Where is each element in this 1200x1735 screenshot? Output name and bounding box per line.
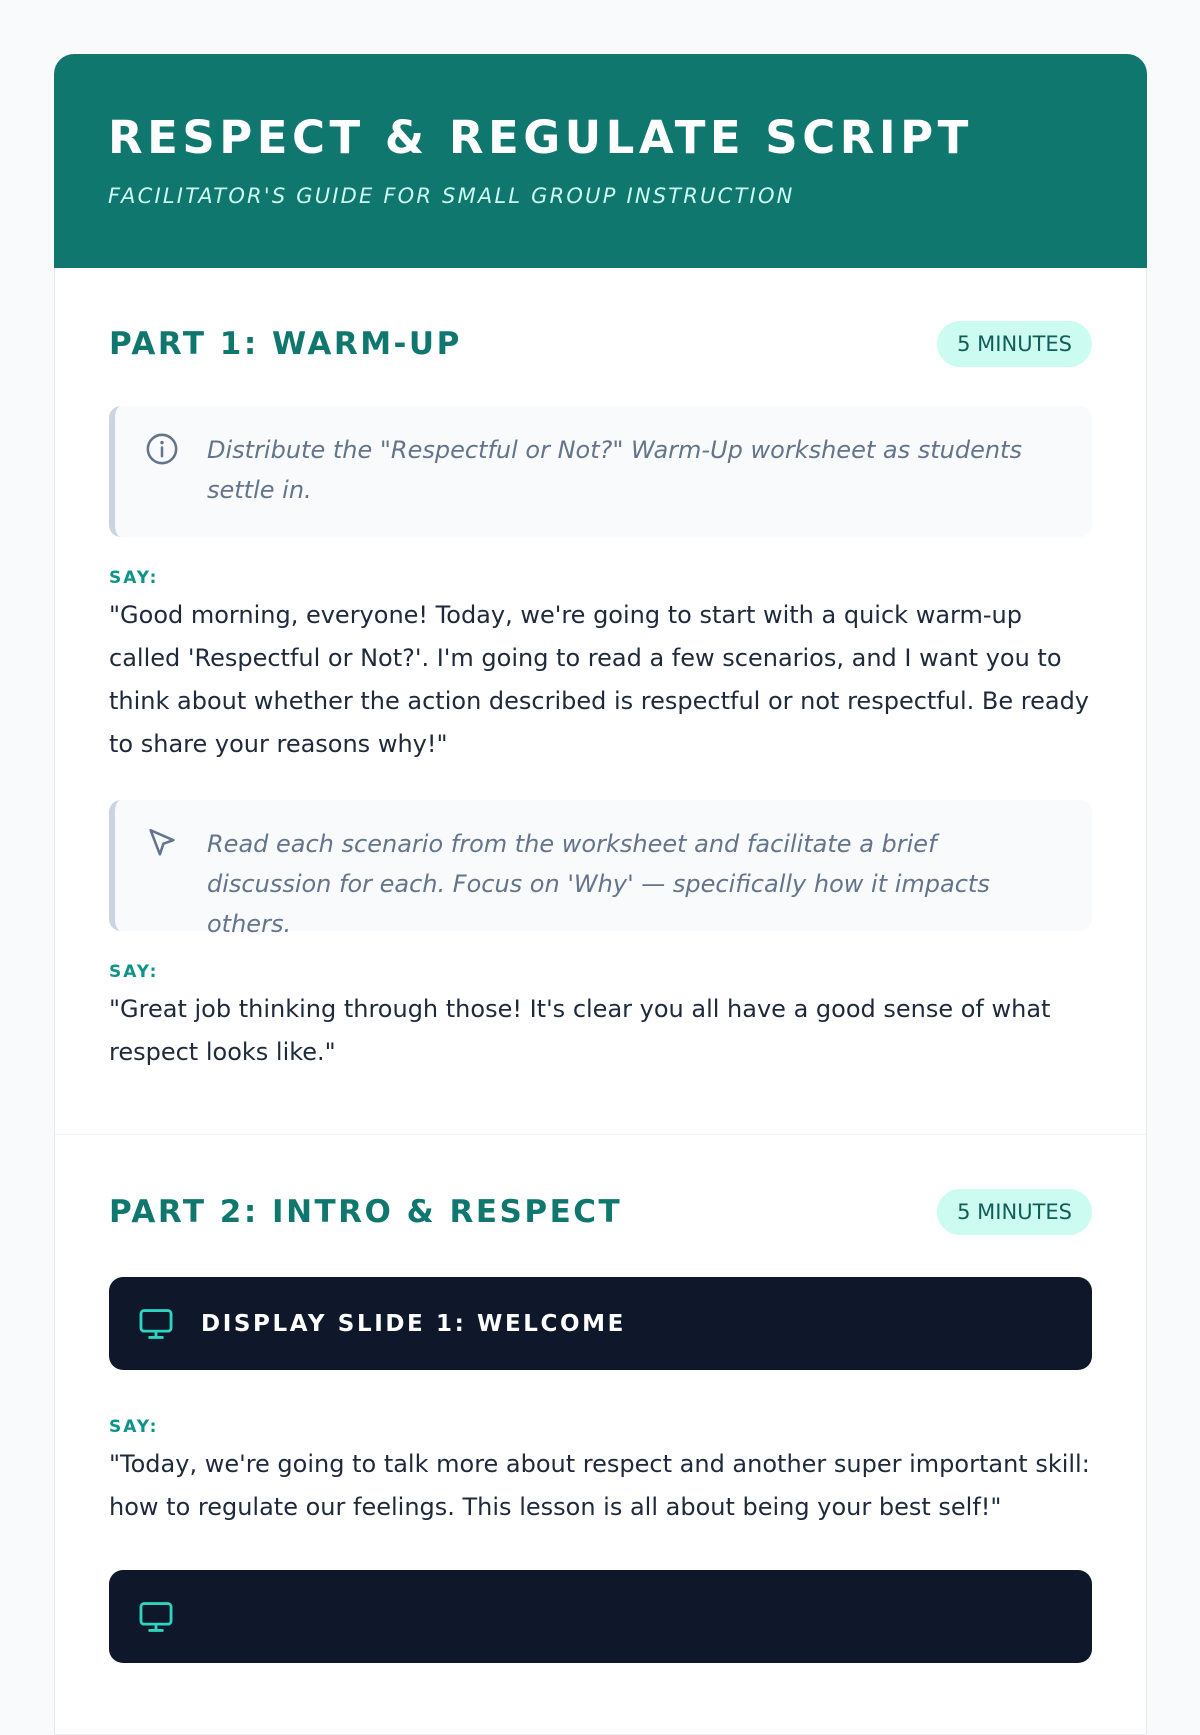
- part-2-duration-badge: 5 MINUTES: [937, 1189, 1092, 1235]
- note-text: Read each scenario from the worksheet and facilitate a brief discussion for each. Focus on 'Why' — specifically how it impacts others.: [207, 830, 990, 938]
- page-title: RESPECT & REGULATE SCRIPT: [108, 111, 973, 164]
- say-text-respect-intro: "Today, we're going to talk more about respect and another super important skill: how to regulate our feelings. This lesson is all about being your best self!": [109, 1450, 1090, 1521]
- page-subtitle: FACILITATOR'S GUIDE FOR SMALL GROUP INSTRUCTION: [108, 184, 795, 208]
- script-document: [54, 54, 1147, 1654]
- script-header: [54, 54, 1147, 268]
- say-label: SAY:: [109, 568, 159, 588]
- slide-label: DISPLAY SLIDE 1: WELCOME: [201, 1310, 626, 1337]
- display-slide-2-banner: [109, 1570, 1092, 1663]
- monitor-icon: [137, 1305, 175, 1343]
- say-label: SAY:: [109, 1417, 159, 1437]
- display-slide-1-banner: [109, 1277, 1092, 1370]
- part-1-instruction-note-distribute: [109, 406, 1092, 537]
- part-1-header: [109, 321, 1092, 367]
- say-text-warm-up-wrap: "Great job thinking through those! It's clear you all have a good sense of what respect looks like.": [109, 995, 1051, 1066]
- part-2-header: [109, 1189, 1092, 1235]
- part-2-title: PART 2: INTRO & RESPECT: [109, 1194, 623, 1230]
- part-2-section: [54, 1135, 1147, 1735]
- monitor-icon: [137, 1598, 175, 1636]
- say-text-warm-up-intro: "Good morning, everyone! Today, we're going to start with a quick warm-up called 'Respectful or Not?'. I'm going to read a few scenarios, and I want you to think about whether the action described is respectful or not respectful. Be ready to share your reasons why!": [109, 601, 1090, 758]
- note-text: Distribute the "Respectful or Not?" Warm-Up worksheet as students settle in.: [207, 436, 1022, 504]
- part-1-instruction-note-scenarios: [109, 800, 1092, 938]
- pointer-icon: [145, 826, 179, 860]
- say-label: SAY:: [109, 962, 159, 982]
- part-1-duration-badge: 5 MINUTES: [937, 321, 1092, 367]
- info-icon: [145, 432, 179, 466]
- part-1-section: [54, 268, 1147, 1135]
- part-1-title: PART 1: WARM-UP: [109, 326, 462, 362]
